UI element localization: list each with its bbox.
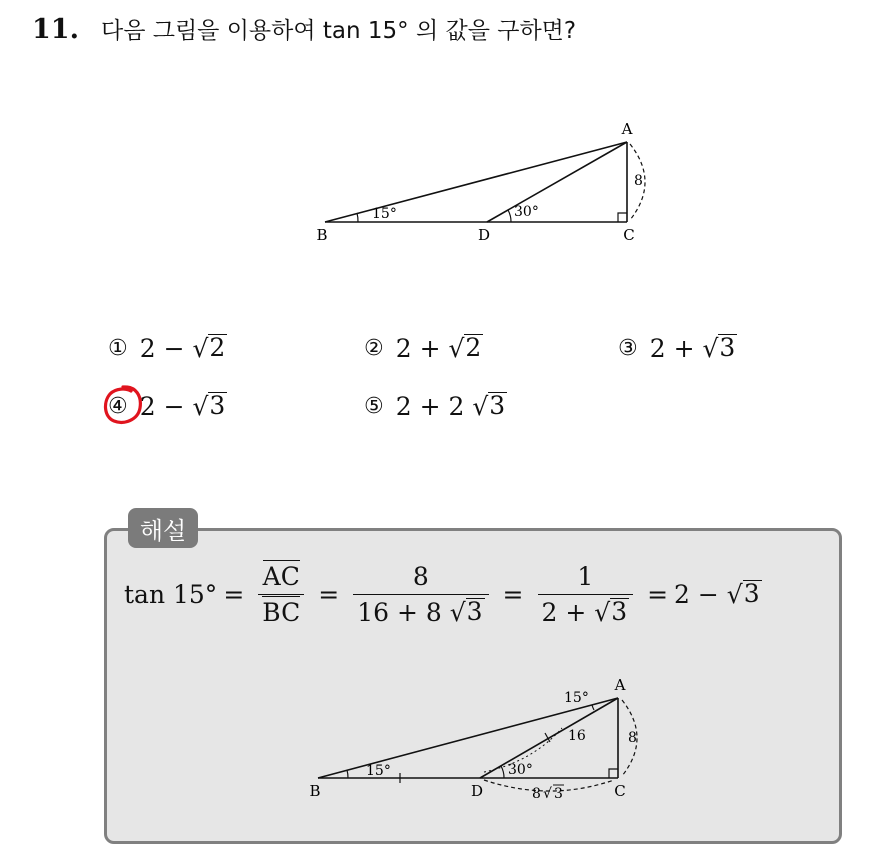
angle-d-arc <box>508 210 511 222</box>
side-dc-radicand: 3 <box>554 786 563 802</box>
label-a: A <box>614 676 626 694</box>
fraction-numerator: AC <box>262 562 300 591</box>
label-d: D <box>477 226 491 244</box>
question-number: 11. <box>32 14 79 45</box>
radicand: 3 <box>743 579 760 608</box>
fraction-1-over <box>538 562 634 627</box>
solution-triangle-figure <box>300 672 660 812</box>
solution-badge: 해설 <box>128 508 198 548</box>
choice-mark: ④ <box>108 394 128 419</box>
fraction-8-over <box>353 562 488 627</box>
choice-base: 2 − <box>139 392 193 421</box>
choice-mark: ② <box>364 336 384 361</box>
angle-a-label: 15° <box>564 690 589 706</box>
side-dc-sqrt-sign: √ <box>543 786 552 802</box>
fraction-denominator: BC <box>262 598 301 627</box>
choice-3[interactable] <box>618 334 737 363</box>
segment-ad <box>480 698 618 778</box>
segment-ab <box>325 142 627 222</box>
angle-d-label: 30° <box>514 204 539 220</box>
choice-2[interactable] <box>364 334 483 363</box>
choice-5[interactable] <box>364 392 507 421</box>
answer-circle-icon <box>100 382 146 428</box>
right-angle-mark <box>618 213 627 222</box>
fraction-ac-bc <box>258 562 304 627</box>
radicand: 3 <box>466 597 483 626</box>
label-d: D <box>470 782 484 800</box>
equals-sign: = <box>318 580 340 609</box>
right-angle-mark <box>609 769 618 778</box>
sqrt-expression: √ 3 <box>594 597 628 627</box>
side-ac-label: 8 <box>634 173 643 189</box>
choice-mark: ③ <box>618 336 638 361</box>
label-a: A <box>621 120 633 138</box>
fraction-denominator <box>538 594 634 627</box>
radicand: 3 <box>489 391 506 420</box>
angle-a-arc <box>592 705 594 710</box>
triangle-figure <box>300 112 660 247</box>
side-dc-label: 8 <box>532 786 541 802</box>
radicand: 3 <box>209 391 226 420</box>
sqrt-expression: √ 3 <box>449 597 483 627</box>
denominator-base: 16 + 8 <box>357 598 450 627</box>
angle-b-arc <box>357 213 358 222</box>
choice-base: 2 + <box>649 334 703 363</box>
label-c: C <box>614 782 626 800</box>
label-b: B <box>316 226 328 244</box>
fraction-numerator: 8 <box>412 562 429 591</box>
sqrt-expression: √ 3 <box>472 391 506 421</box>
question-header <box>32 12 576 45</box>
sqrt-expression: √ 3 <box>702 333 736 363</box>
sqrt-expression: √ 3 <box>726 579 760 609</box>
formula-lhs: tan 15° <box>124 580 218 609</box>
radicand: 2 <box>465 333 482 362</box>
side-ad-label: 16 <box>568 728 586 744</box>
radicand: 3 <box>611 597 628 626</box>
equals-sign: = <box>647 580 669 609</box>
sqrt-expression: √ 2 <box>192 333 226 363</box>
denominator-base: 2 + <box>541 598 595 627</box>
question-text: 다음 그림을 이용하여 tan 15° 의 값을 구하면? <box>100 18 577 44</box>
choice-mark: ① <box>108 336 128 361</box>
angle-b-label: 15° <box>366 763 391 779</box>
answer-choices <box>108 334 808 434</box>
equals-sign: = <box>502 580 524 609</box>
choice-1[interactable] <box>108 334 227 363</box>
solution-formula <box>124 562 762 627</box>
equals-sign: = <box>223 580 245 609</box>
label-b: B <box>309 782 321 800</box>
choice-base: 2 + 2 <box>395 392 473 421</box>
choice-base: 2 + <box>395 334 449 363</box>
side-ac-label: 8 <box>628 730 637 746</box>
radicand: 3 <box>719 333 736 362</box>
fraction-numerator: 1 <box>577 562 594 591</box>
choice-4[interactable] <box>108 392 227 421</box>
angle-b-arc <box>347 770 348 778</box>
fraction-denominator <box>353 594 488 627</box>
angle-d-label: 30° <box>508 762 533 778</box>
sqrt-expression: √ 3 <box>192 391 226 421</box>
formula-result: 2 − <box>674 580 727 609</box>
choice-mark: ⑤ <box>364 394 384 419</box>
radicand: 2 <box>209 333 226 362</box>
choice-base: 2 − <box>139 334 193 363</box>
angle-d-arc <box>501 766 504 778</box>
sqrt-expression: √ 2 <box>448 333 482 363</box>
angle-b-label: 15° <box>372 206 397 222</box>
label-c: C <box>623 226 635 244</box>
